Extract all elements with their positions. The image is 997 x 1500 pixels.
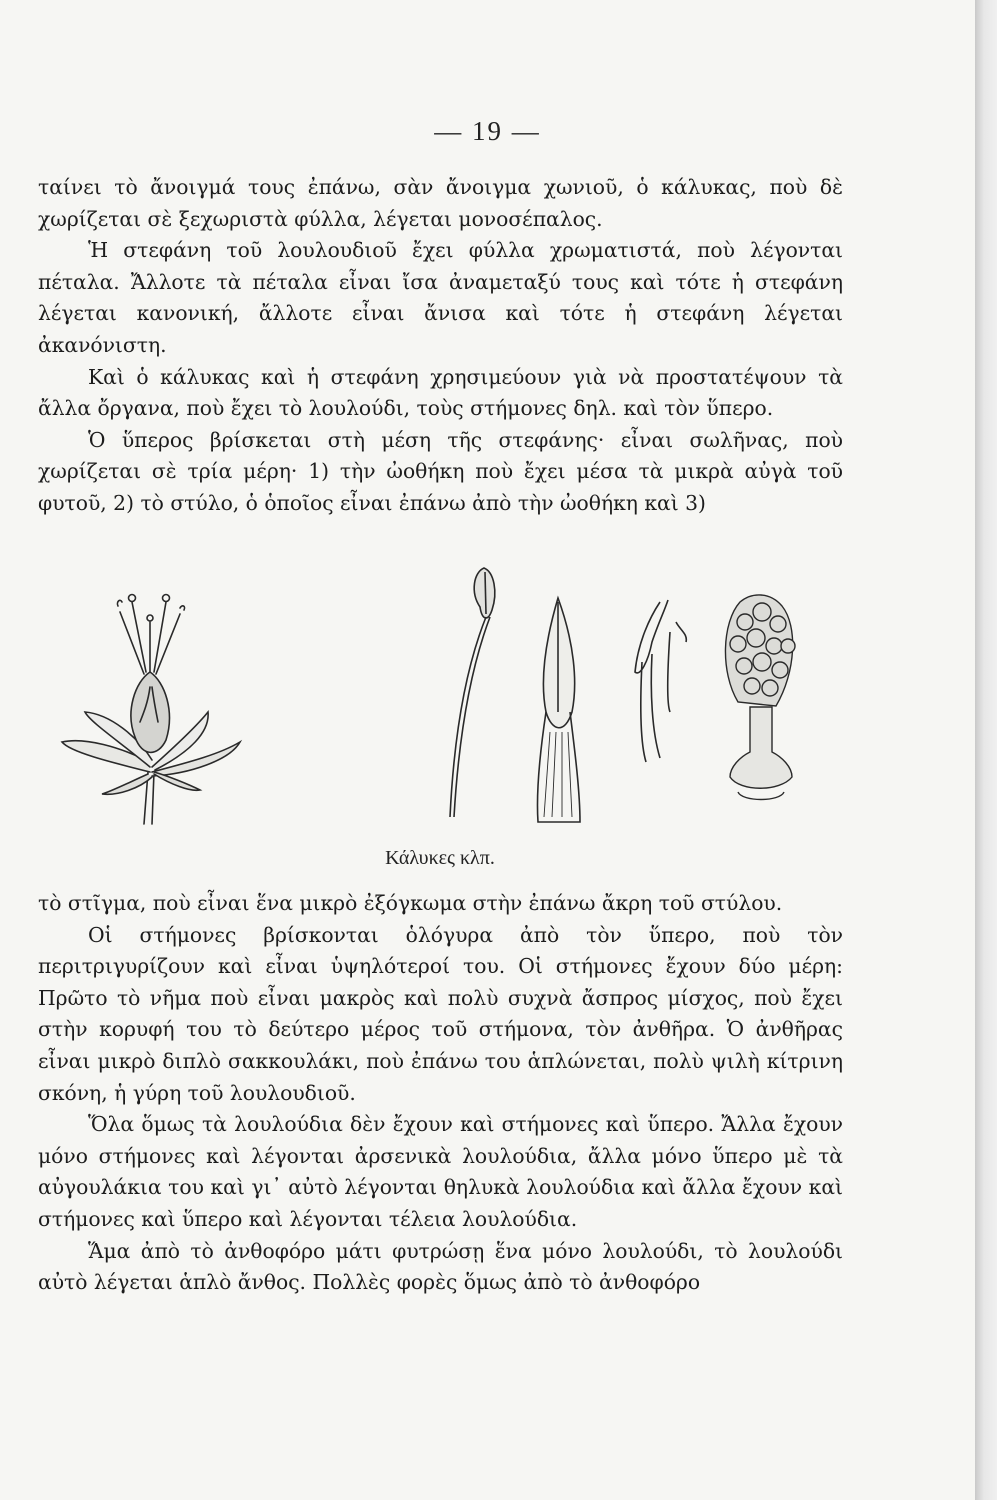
paragraph: Ἡ στεφάνη τοῦ λουλουδιοῦ ἔχει φύλλα χρωματιστά, ποὺ λέγονται πέταλα. Ἄλλοτε τὰ πέταλα εἶναι ἴσα ἀναμεταξύ τους καὶ τότε ἡ στεφάνη λέγεται κανονική, ἄλλοτε εἶναι ἄνισα καὶ τότε ἡ στεφάνη λέγεται ἀκανόνιστη. [38,238,843,357]
botanical-figure [40,562,880,852]
text-block-bottom [38,888,843,1299]
text-block-top [38,172,843,520]
ovary-cluster-drawing [725,595,795,800]
paragraph: Ὁ ὕπερος βρίσκεται στὴ μέση τῆς στεφάνης· εἶναι σωλῆνας, ποὺ χωρίζεται σὲ τρία μέρη· 1) τὴν ὠοθήκη ποὺ ἔχει μέσα τὰ μικρὰ αὐγὰ τοῦ φυτοῦ, 2) τὸ στύλο, ὁ ὁποῖος εἶναι ἐπάνω ἀπὸ τὴν ὠοθήκη καὶ 3) [38,427,843,515]
stamen-drawing [450,568,495,817]
paragraph: ταίνει τὸ ἄνοιγμά τους ἐπάνω, σὰν ἄνοιγμα χωνιοῦ, ὁ κάλυκας, ποὺ δὲ χωρίζεται σὲ ξεχωριστὰ φύλλα, λέγεται μονοσέπαλος. [38,175,843,231]
page-edge [975,0,997,1500]
page-number: — 19 — [434,116,541,146]
paragraph: Ὅλα ὅμως τὰ λουλούδια δὲν ἔχουν καὶ στήμονες καὶ ὕπερο. Ἄλλα ἔχουν μόνο στήμονες καὶ λέγονται ἀρσενικὰ λουλούδια, ἄλλα μόνο ὕπερο μὲ τὰ αὐγουλάκια του καὶ γι᾽ αὐτὸ λέγονται θηλυκὰ λουλούδια καὶ ἄλλα ἔχουν καὶ στήμονες καὶ ὕπερο καὶ λέγονται τέλεια λουλούδια. [38,1112,843,1231]
figure-caption: Κάλυκες κλπ. [385,847,495,869]
flower-drawing [62,595,240,825]
paragraph: Ἅμα ἀπὸ τὸ ἀνθοφόρο μάτι φυτρώσῃ ἕνα μόνο λουλούδι, τὸ λουλούδι αὐτὸ λέγεται ἁπλὸ ἄνθος. Πολλὲς φορὲς ὅμως ἀπὸ τὸ ἀνθοφόρο [38,1238,843,1295]
curved-stamens-drawing [635,600,686,762]
paragraph: Οἱ στήμονες βρίσκονται ὁλόγυρα ἀπὸ τὸν ὕπερο, ποὺ τὸν περιτριγυρίζουν καὶ εἶναι ὑψηλότεροί του. Οἱ στήμονες ἔχουν δύο μέρη: Πρῶτο τὸ νῆμα ποὺ εἶναι μακρὸς καὶ πολὺ συχνὰ ἄσπρος μίσχος, ποὺ ἔχει στὴν κορυφή του τὸ δεύτερο μέρος τοῦ στήμονα, τὸν ἀνθῆρα. Ὁ ἀνθῆρας εἶναι μικρὸ διπλὸ σακκουλάκι, ποὺ ἐπάνω του ἁπλώνεται, πολὺ ψιλὴ κίτρινη σκόνη, ἡ γύρη τοῦ λουλουδιοῦ. [38,922,843,1105]
pistil-drawing [537,598,580,822]
paragraph: Καὶ ὁ κάλυκας καὶ ἡ στεφάνη χρησιμεύουν γιὰ νὰ προστατέψουν τὰ ἄλλα ὄργανα, ποὺ ἔχει τὸ λουλούδι, τοὺς στήμονες δηλ. καὶ τὸν ὕπερο. [38,364,843,421]
paragraph: τὸ στῖγμα, ποὺ εἶναι ἕνα μικρὸ ἐξόγκωμα στὴν ἐπάνω ἄκρη τοῦ στύλου. [38,891,783,915]
